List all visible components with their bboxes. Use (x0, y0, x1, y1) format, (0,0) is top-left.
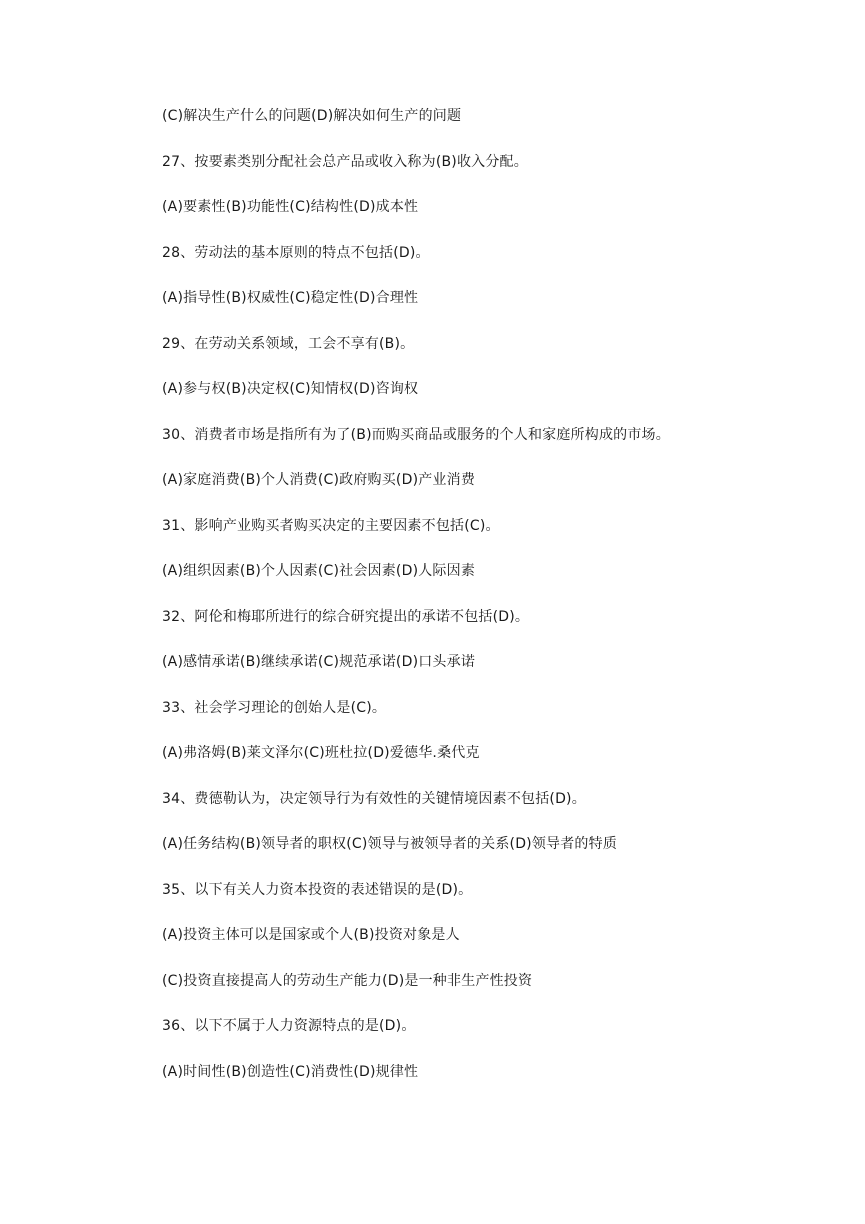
document-body (162, 104, 842, 1105)
question-line: 31、影响产业购买者购买决定的主要因素不包括(C)。 (162, 517, 500, 534)
option-line: (A)弗洛姆(B)莱文泽尔(C)班杜拉(D)爱德华.桑代克 (162, 745, 480, 761)
question-line: 34、费德勒认为，决定领导行为有效性的关键情境因素不包括(D)。 (162, 790, 586, 807)
option-line: (A)组织因素(B)个人因素(C)社会因素(D)人际因素 (162, 563, 476, 579)
question-line: 36、以下不属于人力资源特点的是(D)。 (162, 1018, 416, 1034)
option-line: (A)任务结构(B)领导者的职权(C)领导与被领导者的关系(D)领导者的特质 (162, 836, 618, 852)
option-line: (A)感情承诺(B)继续承诺(C)规范承诺(D)口头承诺 (162, 654, 476, 670)
option-line: (A)家庭消费(B)个人消费(C)政府购买(D)产业消费 (162, 472, 476, 488)
question-line: 33、社会学习理论的创始人是(C)。 (162, 699, 387, 716)
question-line: 29、在劳动关系领域，工会不享有(B)。 (162, 335, 415, 352)
option-line: (A)投资主体可以是国家或个人(B)投资对象是人 (162, 927, 460, 943)
option-line: (A)要素性(B)功能性(C)结构性(D)成本性 (162, 199, 419, 215)
question-line: 27、按要素类别分配社会总产品或收入称为(B)收入分配。 (162, 153, 528, 170)
question-line: 28、劳动法的基本原则的特点不包括(D)。 (162, 244, 430, 261)
question-line: 30、消费者市场是指所有为了(B)而购买商品或服务的个人和家庭所构成的市场。 (162, 426, 670, 443)
option-line: (A)参与权(B)决定权(C)知情权(D)咨询权 (162, 381, 419, 397)
option-line: (C)投资直接提高人的劳动生产能力(D)是一种非生产性投资 (162, 972, 533, 989)
option-line: (A)指导性(B)权威性(C)稳定性(D)合理性 (162, 290, 419, 306)
option-line: (C)解决生产什么的问题(D)解决如何生产的问题 (162, 108, 462, 124)
question-line: 35、以下有关人力资本投资的表述错误的是(D)。 (162, 881, 473, 898)
question-line: 32、阿伦和梅耶所进行的综合研究提出的承诺不包括(D)。 (162, 608, 530, 625)
option-line: (A)时间性(B)创造性(C)消费性(D)规律性 (162, 1063, 419, 1080)
